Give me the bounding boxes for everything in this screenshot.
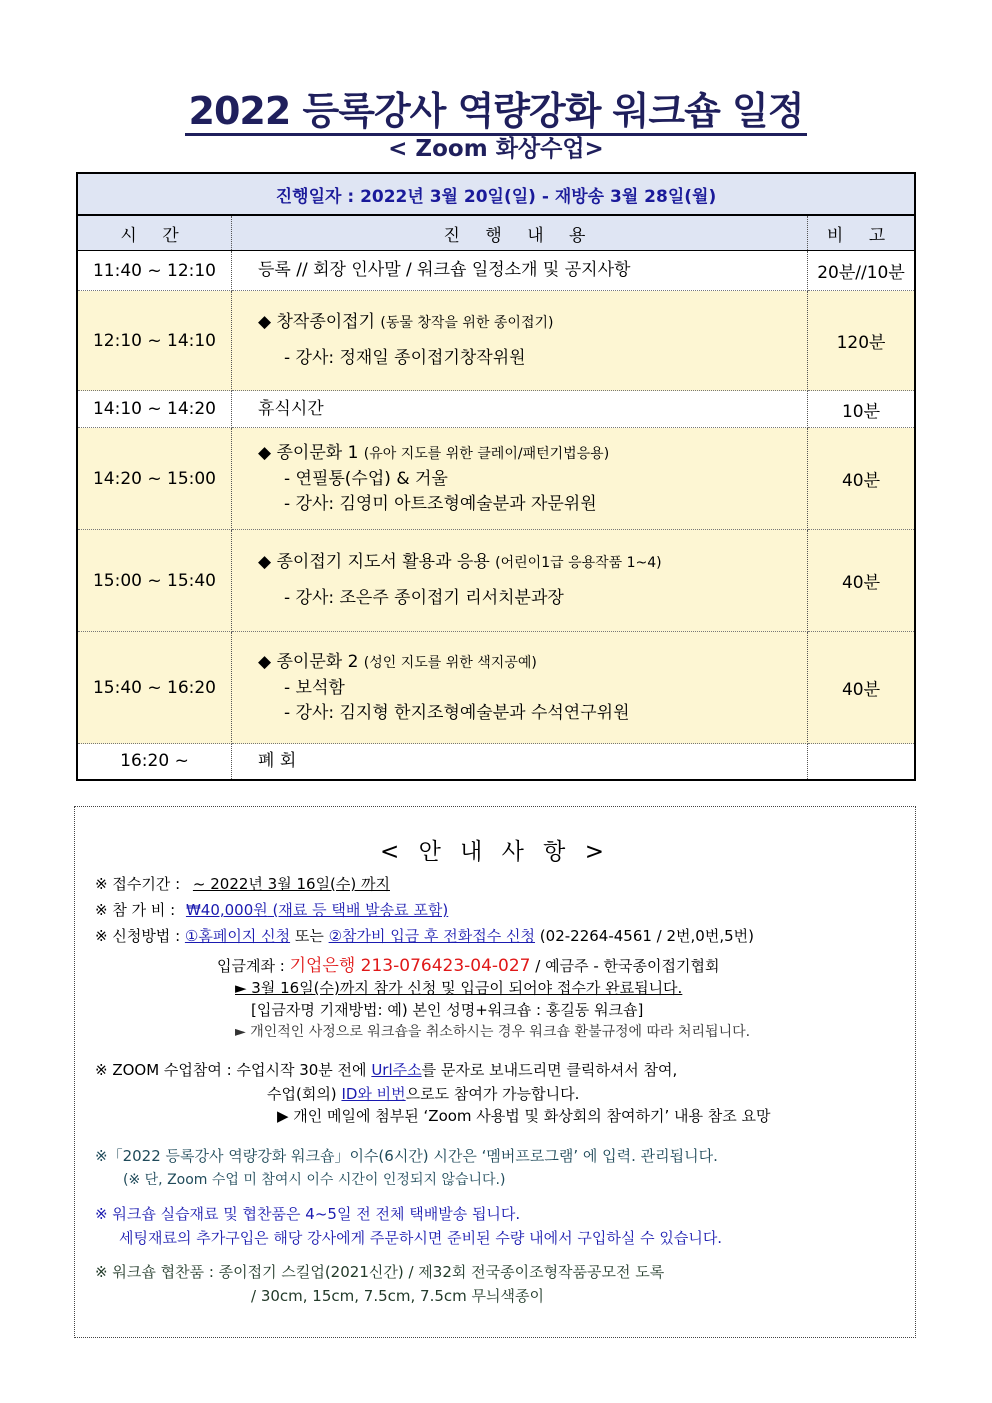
material-line-2: 세팅재료의 추가구입은 해당 강사에게 주문하시면 준비된 수량 내에서 구입하실 수 있습니다. (119, 1229, 723, 1247)
notice-box (74, 806, 916, 1338)
account-label: 입금계좌 : (217, 957, 285, 975)
method-line (95, 925, 754, 946)
row-line: 휴식시간 (258, 398, 324, 419)
fee-note: (재료 등 택배 발송료 포함) (272, 901, 449, 919)
row-line: ◆ 종이접기 지도서 활용과 응용 (258, 552, 490, 572)
table-row (77, 744, 915, 780)
method-homepage: ①홈페이지 신청 (184, 927, 291, 945)
row-content (232, 632, 808, 744)
row-note: 40분 (808, 530, 916, 632)
table-row (77, 391, 915, 428)
row-line: ◆ 종이문화 1 (258, 442, 359, 463)
row-note: 20분//10분 (808, 251, 916, 291)
row-line: - 강사: 김지형 한지조형예술분과 수석연구위원 (284, 702, 630, 723)
row-note: 120분 (808, 291, 916, 391)
fee-line (95, 899, 448, 920)
date-row (77, 173, 915, 215)
zoom-line-3: ▶ 개인 메일에 첨부된 ‘Zoom 사용법 및 화상회의 참여하기’ 내용 참조 요망 (277, 1107, 771, 1125)
fee-label: ※ 참 가 비 : (95, 901, 176, 919)
row-line: ◆ 창작종이접기 (258, 312, 376, 332)
zoom-line-2 (267, 1083, 579, 1104)
zoom-text: 으로도 참여가 가능합니다. (405, 1085, 580, 1103)
table-row (77, 251, 915, 291)
row-line: - 강사: 정재일 종이접기창작위원 (284, 348, 526, 368)
row-line-detail: (동물 창작을 위한 종이접기) (380, 315, 554, 331)
row-note: 40분 (808, 428, 916, 530)
row-time: 12:10 ~ 14:10 (77, 291, 232, 391)
row-time: 11:40 ~ 12:10 (77, 251, 232, 291)
table-row (77, 428, 915, 530)
sponsor-line-2: / 30cm, 15cm, 7.5cm, 7.5cm 무늬색종이 (251, 1287, 544, 1305)
row-line-detail: (어린이1급 응용작품 1~4) (495, 555, 662, 571)
row-note (808, 744, 916, 780)
method-or: 또는 (294, 927, 324, 945)
credit-line-1: ※「2022 등록강사 역량강화 워크숍」이수(6시간) 시간은 ‘멤버프로그램’ 에 입력. 관리됩니다. (95, 1147, 718, 1165)
row-line: - 보석함 (284, 677, 345, 698)
method-label: ※ 신청방법 : (95, 927, 181, 945)
method-deposit-phone: ②참가비 입금 후 전화접수 신청 (328, 927, 536, 945)
column-header-row (77, 215, 915, 251)
zoom-id-pw: ID와 비번 (341, 1085, 406, 1103)
sponsor-line-1: ※ 워크숍 협찬품 : 종이접기 스킬업(2021신간) / 제32회 전국종이조형작품공모전 도록 (95, 1263, 665, 1281)
notice-title: < 안 내 사 항 > (380, 839, 610, 865)
row-line: - 강사: 김영미 아트조형예술분과 자문위원 (284, 493, 597, 514)
row-line-detail: (성인 지도를 위한 색지공예) (363, 654, 537, 671)
schedule-table (76, 172, 916, 781)
row-time: 16:20 ~ (77, 744, 232, 780)
row-time: 15:40 ~ 16:20 (77, 632, 232, 744)
row-time: 14:20 ~ 15:00 (77, 428, 232, 530)
material-line-1: ※ 워크숍 실습재료 및 협찬품은 4~5일 전 전체 택배발송 됩니다. (95, 1205, 521, 1223)
row-content (232, 428, 808, 530)
date-line: 진행일자 : 2022년 3월 20일(일) - 재방송 3월 28일(월) (77, 173, 915, 215)
row-line: ◆ 종이문화 2 (258, 651, 359, 672)
reg-period-value: ~ 2022년 3월 16일(수) 까지 (192, 875, 390, 893)
row-content (232, 744, 808, 780)
row-line: 폐 회 (258, 750, 297, 771)
zoom-text: ※ ZOOM 수업참여 : 수업시작 30분 전에 (95, 1061, 367, 1079)
page-title-text: 2022 등록강사 역량강화 워크숍 일정 (185, 89, 808, 136)
zoom-line-1 (95, 1059, 677, 1080)
credit-line-2: (※ 단, Zoom 수업 미 참여시 이수 시간이 인정되지 않습니다.) (123, 1172, 506, 1188)
depositor-note: [입금자명 기재방법: 예) 본인 성명+워크숍 : 홍길동 워크숍] (251, 1001, 644, 1019)
fee-amount: ₩40,000원 (185, 901, 268, 919)
zoom-url: Url주소 (371, 1061, 422, 1079)
fee-value (186, 901, 448, 919)
row-line: - 강사: 조은주 종이접기 리서치분과장 (284, 588, 564, 608)
row-line-detail: (유아 지도를 위한 클레이/패턴기법응용) (363, 445, 610, 462)
row-line: 등록 // 회장 인사말 / 워크숍 일정소개 및 공지사항 (258, 260, 631, 280)
page-title (0, 80, 992, 135)
reg-period-line (95, 873, 390, 894)
method-phone: (02-2264-4561 / 2번,0번,5번) (539, 927, 754, 945)
zoom-text: 를 문자로 보내드리면 클릭하셔서 참여, (421, 1061, 678, 1079)
header-time: 시 간 (77, 215, 232, 251)
row-content (232, 391, 808, 428)
table-row (77, 291, 915, 391)
table-row (77, 632, 915, 744)
page-subtitle: < Zoom 화상수업> (388, 136, 604, 162)
row-time: 15:00 ~ 15:40 (77, 530, 232, 632)
header-content: 진 행 내 용 (232, 215, 808, 251)
row-time: 14:10 ~ 14:20 (77, 391, 232, 428)
zoom-text: 수업(회의) (267, 1085, 337, 1103)
row-content (232, 251, 808, 291)
refund-note: ► 개인적인 사정으로 워크숍을 취소하시는 경우 워크숍 환불규정에 따라 처리됩니다. (235, 1024, 751, 1040)
row-content (232, 530, 808, 632)
table-row (77, 530, 915, 632)
reg-period-label: ※ 접수기간 : (95, 875, 181, 893)
account-number: 기업은행 213-076423-04-027 (289, 956, 531, 976)
account-owner: / 예금주 - 한국종이접기협회 (535, 957, 720, 975)
deadline-note: ► 3월 16일(수)까지 참가 신청 및 입금이 되어야 접수가 완료됩니다. (235, 979, 683, 997)
row-note: 10분 (808, 391, 916, 428)
row-content (232, 291, 808, 391)
account-line (217, 951, 719, 976)
row-line: - 연필통(수업) & 거울 (284, 468, 448, 489)
row-note: 40분 (808, 632, 916, 744)
header-note: 비 고 (808, 215, 916, 251)
